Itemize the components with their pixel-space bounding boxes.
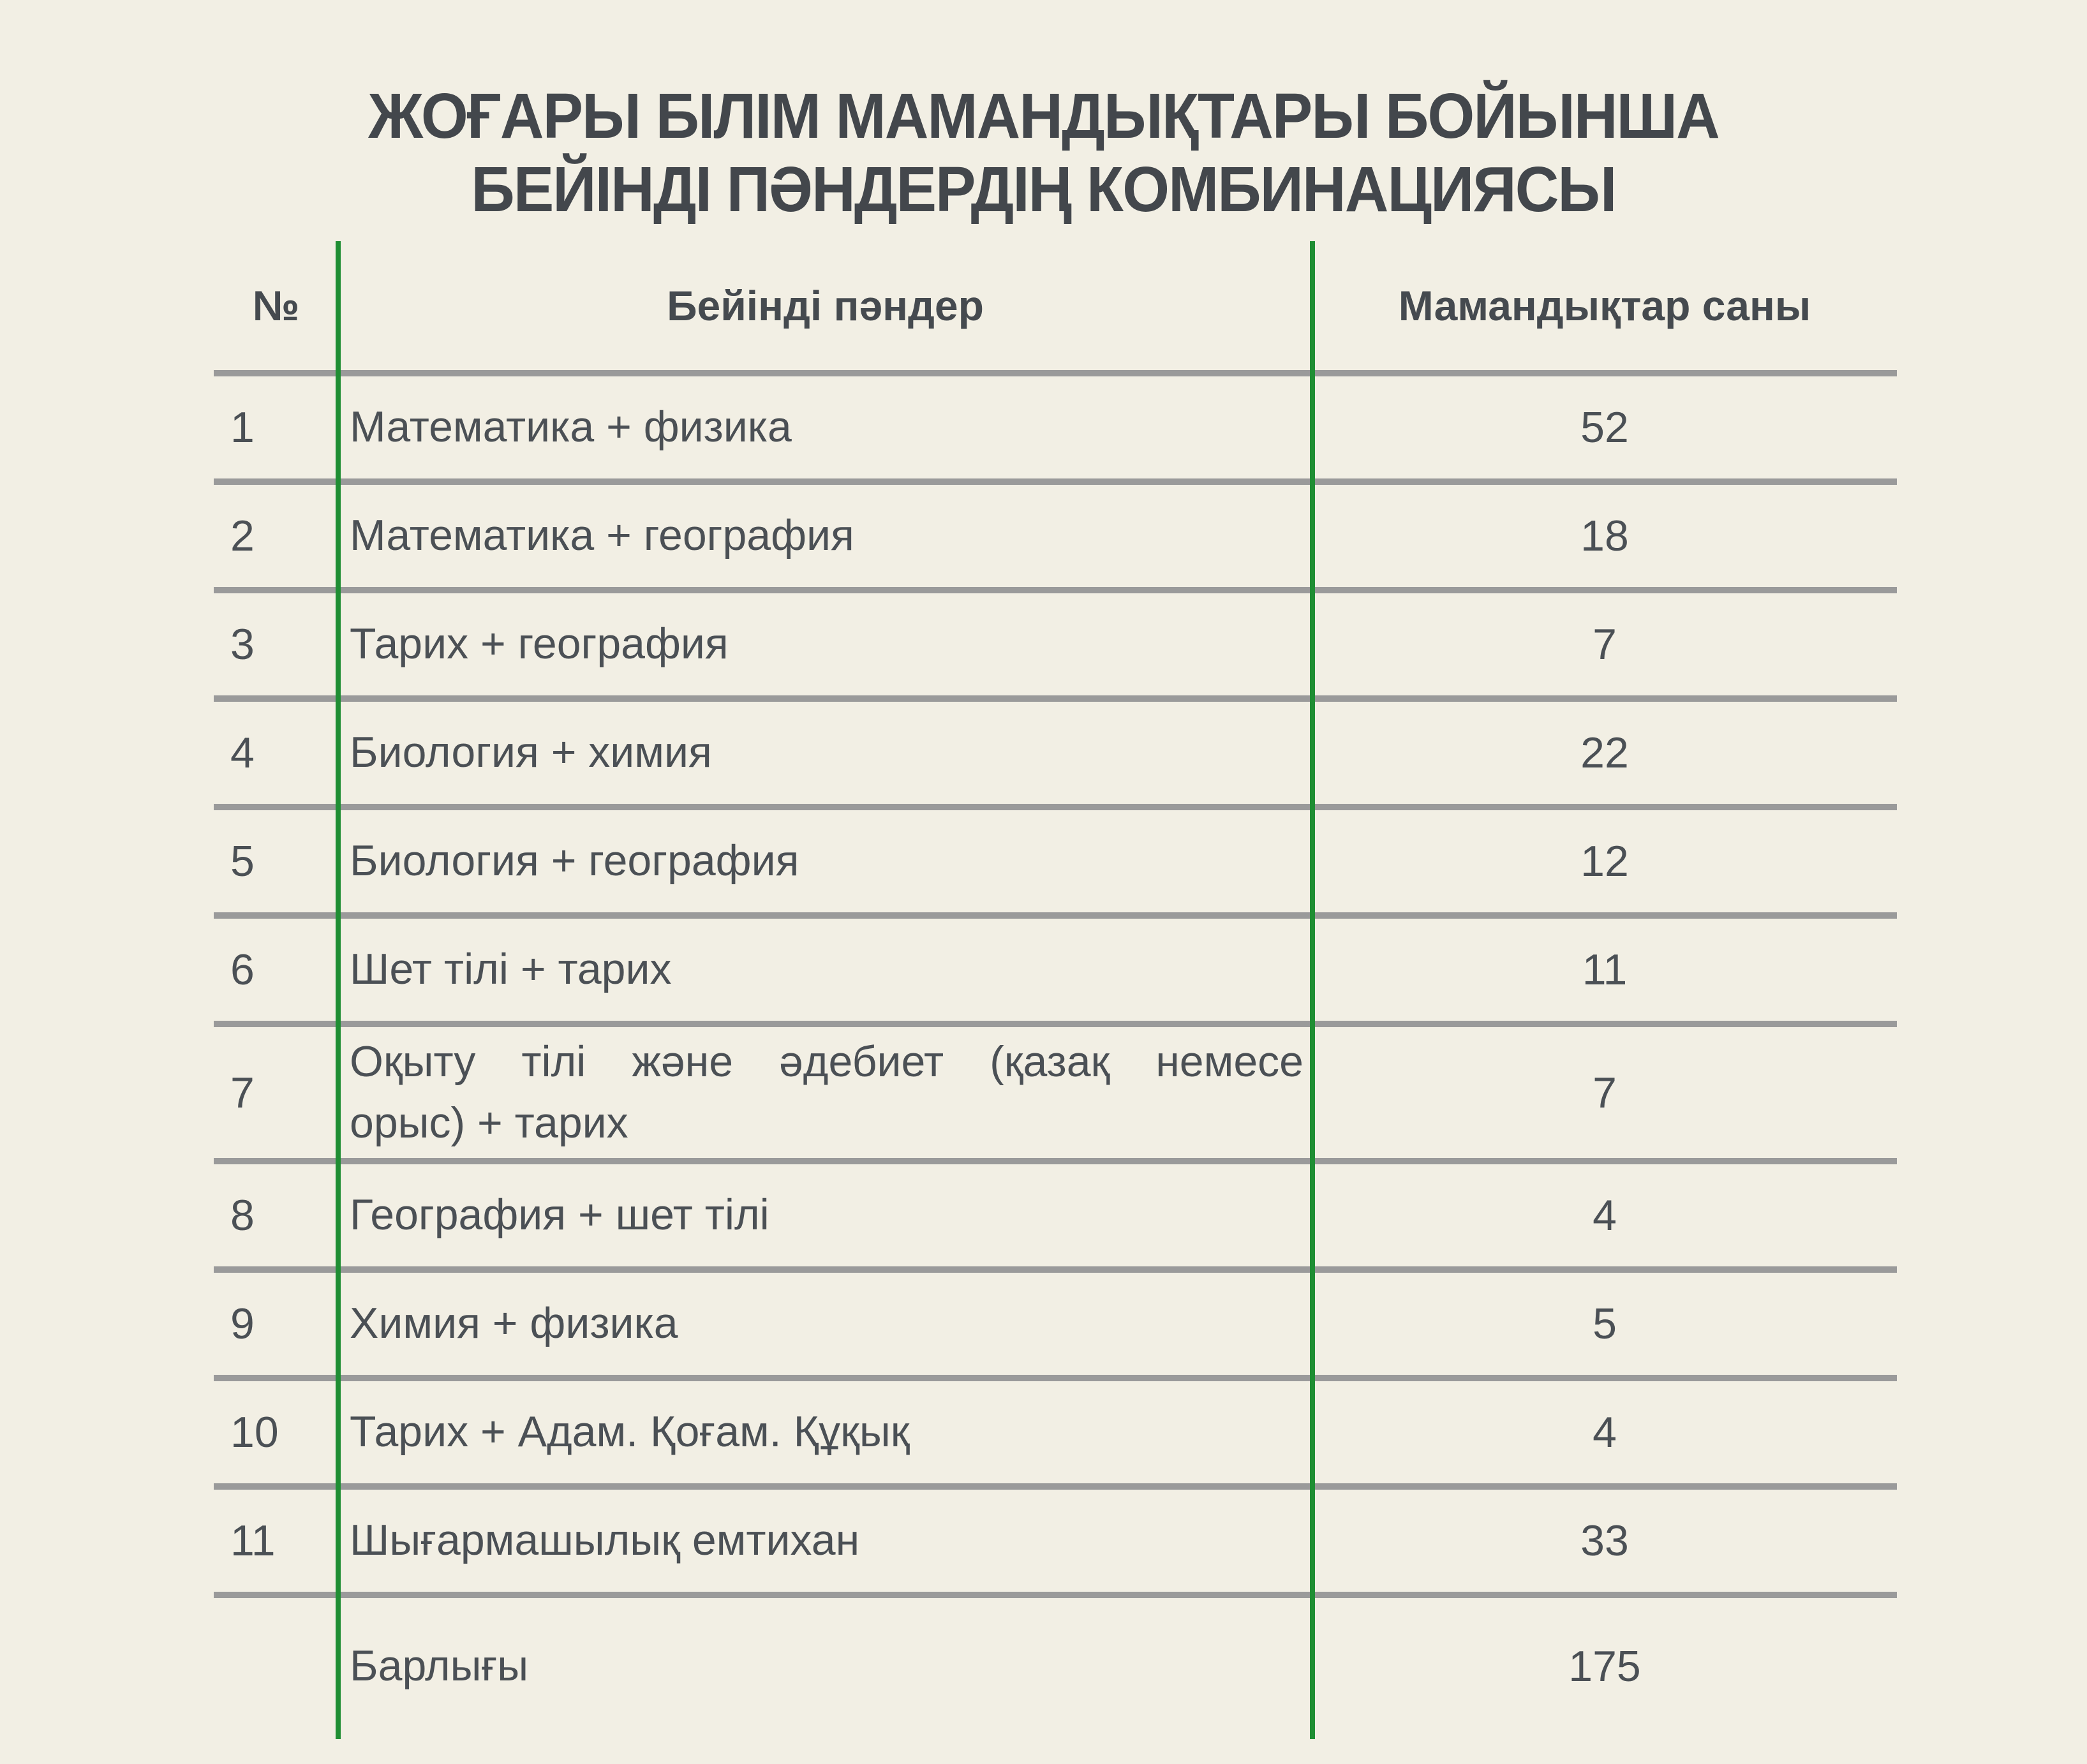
row-subject-text: Оқыту тілі және әдебиет (қазақ немесе <box>350 1037 1303 1086</box>
green-divider-line-left <box>336 241 341 1739</box>
row-subject <box>338 810 1312 912</box>
total-label-text: Барлығы <box>350 1642 529 1691</box>
row-subject <box>338 1273 1312 1375</box>
row-subject-text: Тарих + Адам. Қоғам. Құқық <box>350 1407 910 1456</box>
row-number: 3 <box>230 620 255 669</box>
row-count: 4 <box>1593 1191 1617 1240</box>
table-row <box>214 919 1897 1027</box>
page-title-line1: ЖОҒАРЫ БІЛІМ МАМАНДЫҚТАРЫ БОЙЫНША <box>368 80 1719 152</box>
row-count: 22 <box>1580 729 1629 777</box>
column-header-count: Мамандықтар саны <box>1398 282 1811 329</box>
row-subject-text: Тарих + география <box>350 619 729 669</box>
subjects-table <box>214 241 1897 1735</box>
table-row <box>214 702 1897 810</box>
row-subject-text: Математика + география <box>350 511 854 560</box>
row-number: 11 <box>230 1516 276 1565</box>
table-row <box>214 376 1897 485</box>
table-header-row <box>214 241 1897 376</box>
row-subject-text: География + шет тілі <box>350 1190 769 1240</box>
row-subject-text: Математика + физика <box>350 403 792 452</box>
row-count: 33 <box>1580 1516 1629 1565</box>
row-subject-text: Биология + география <box>350 836 799 886</box>
row-subject <box>338 485 1312 587</box>
column-header-subjects: Бейінді пәндер <box>667 281 984 329</box>
column-header-number: № <box>252 282 300 329</box>
total-row-label <box>338 1598 1312 1735</box>
row-number: 6 <box>230 945 255 994</box>
page-title-line2: БЕЙІНДІ ПӘНДЕРДІҢ КОМБИНАЦИЯСЫ <box>471 154 1616 225</box>
table-total-row <box>214 1598 1897 1735</box>
row-count: 7 <box>1593 620 1617 669</box>
row-count: 7 <box>1593 1068 1617 1117</box>
table-row <box>214 1164 1897 1273</box>
table-row <box>214 1273 1897 1381</box>
row-subject <box>338 919 1312 1021</box>
row-subject <box>338 593 1312 695</box>
row-number: 9 <box>230 1300 255 1348</box>
row-subject-text: Шет тілі + тарих <box>350 945 672 994</box>
row-number: 7 <box>230 1068 255 1117</box>
row-subject-text: Химия + физика <box>350 1299 678 1348</box>
row-count: 11 <box>1582 945 1628 994</box>
row-subject-text: Биология + химия <box>350 728 712 777</box>
table-row <box>214 1381 1897 1490</box>
row-number: 4 <box>230 729 255 777</box>
row-count: 18 <box>1580 512 1629 560</box>
green-divider-line-right <box>1310 241 1315 1739</box>
row-number: 10 <box>230 1408 279 1456</box>
row-subject <box>338 1164 1312 1266</box>
table-row <box>214 1490 1897 1598</box>
row-count: 12 <box>1580 837 1629 886</box>
row-subject <box>338 376 1312 478</box>
row-subject <box>338 1490 1312 1592</box>
total-row-number-cell <box>214 1598 338 1735</box>
row-number: 2 <box>230 512 255 560</box>
row-count: 5 <box>1593 1300 1617 1348</box>
row-subject-text: Шығармашылық емтихан <box>350 1516 860 1565</box>
row-count: 52 <box>1580 403 1629 452</box>
row-subject-text: орыс) + тарих <box>350 1098 628 1147</box>
total-row-count: 175 <box>1568 1642 1641 1691</box>
row-subject <box>338 1381 1312 1483</box>
page-title <box>52 80 2035 226</box>
table-row <box>214 593 1897 702</box>
table-row <box>214 810 1897 919</box>
table-row <box>214 1027 1897 1164</box>
row-subject <box>338 702 1312 804</box>
row-number: 1 <box>230 403 255 452</box>
row-count: 4 <box>1593 1408 1617 1456</box>
table-row <box>214 485 1897 593</box>
row-subject <box>338 1027 1312 1158</box>
row-number: 8 <box>230 1191 255 1240</box>
row-number: 5 <box>230 837 255 886</box>
